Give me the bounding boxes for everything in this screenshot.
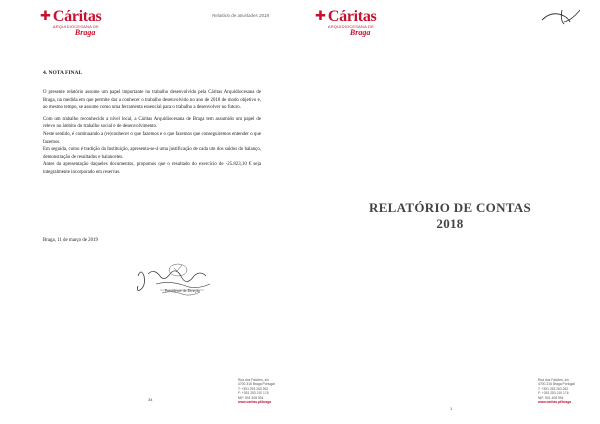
footer-address2: 4700-316 Braga Portugal <box>238 382 275 387</box>
footer-address1: Rua dos Falcões, s/n <box>238 378 269 382</box>
signature-stamp <box>130 256 220 304</box>
paragraph: Neste sentido, é continuando a (re)conhecer o que fazemos e o que fazemos que conseguiremos entender o que fazemos. <box>43 131 261 145</box>
footer <box>538 378 575 404</box>
footer-address2: 4700-316 Braga Portugal <box>538 382 575 387</box>
footer-address1: Rua dos Falcões, s/n <box>538 378 569 382</box>
logo-city: Braga <box>74 28 96 37</box>
cross-icon: ✚ <box>315 8 326 23</box>
footer-fax: F: +351 253 210 176 <box>238 391 269 396</box>
logo-brand: Cáritas <box>52 8 102 25</box>
title-line2: 2018 <box>436 216 464 231</box>
footer-nif: NIF: 501 408 594 <box>538 395 564 400</box>
footer-tel: T: +351 253 263 262 <box>238 386 269 391</box>
paragraph: O presente relatório assume um papel importante no trabalho desenvolvido pela Cáritas Arquidiocesana de Braga, na medida em que permite dar a conhecer o trabalho desenvolvido no ano de 2018 de modo objetivo e, ao mesmo tempo, se assume como uma ferramenta essencial para o trabalho a desenvolver no futuro. <box>43 90 261 111</box>
paragraph: Em seguida, como é tradição da Instituição, apresenta-se-á uma justificação de cada um dos saldos do balanço, demonstração de resultados e balancetes. <box>43 147 261 160</box>
logo-city: Braga <box>349 28 371 37</box>
page-number: 34 <box>148 397 153 402</box>
initials-signature <box>540 6 582 28</box>
logo-brand: Cáritas <box>327 8 377 25</box>
cross-icon: ✚ <box>40 8 51 23</box>
report-title <box>355 200 545 232</box>
footer-tel: T: +351 253 263 262 <box>538 386 569 391</box>
caritas-logo <box>40 9 101 37</box>
caritas-logo <box>315 9 376 37</box>
body-text <box>43 89 261 177</box>
paragraph: Com um trabalho reconhecido a nível local, a Cáritas Arquidiocesana de Braga tem assumido um papel de relevo no âmbito do trabalho social e de desenvolvimento. <box>43 116 261 130</box>
paragraph: Antes da apresentação daqueles documentos, propomos que o resultado do exercício de -25.823,10 € seja integralmente incorporado em reservas. <box>43 162 261 175</box>
title-line1: RELATÓRIO DE CONTAS <box>369 200 531 215</box>
logo-sub: ARQUIDIOCESANA DE <box>52 24 99 29</box>
footer <box>238 378 275 404</box>
footer-fax: F: +351 253 210 176 <box>538 391 569 396</box>
footer-web: www.caritas.pt/braga <box>238 400 272 405</box>
footer-web: www.caritas.pt/braga <box>538 400 572 405</box>
date-line: Braga, 11 de março de 2019 <box>43 238 98 243</box>
signature-caption: Presidente da Direção <box>165 288 201 293</box>
section-heading: 4. NOTA FINAL <box>43 70 83 76</box>
header-note: Relatório de atividades 2018 <box>212 13 270 18</box>
page-number: 1 <box>450 406 453 411</box>
footer-nif: NIF: 501 408 594 <box>238 395 264 400</box>
logo-sub: ARQUIDIOCESANA DE <box>327 24 374 29</box>
